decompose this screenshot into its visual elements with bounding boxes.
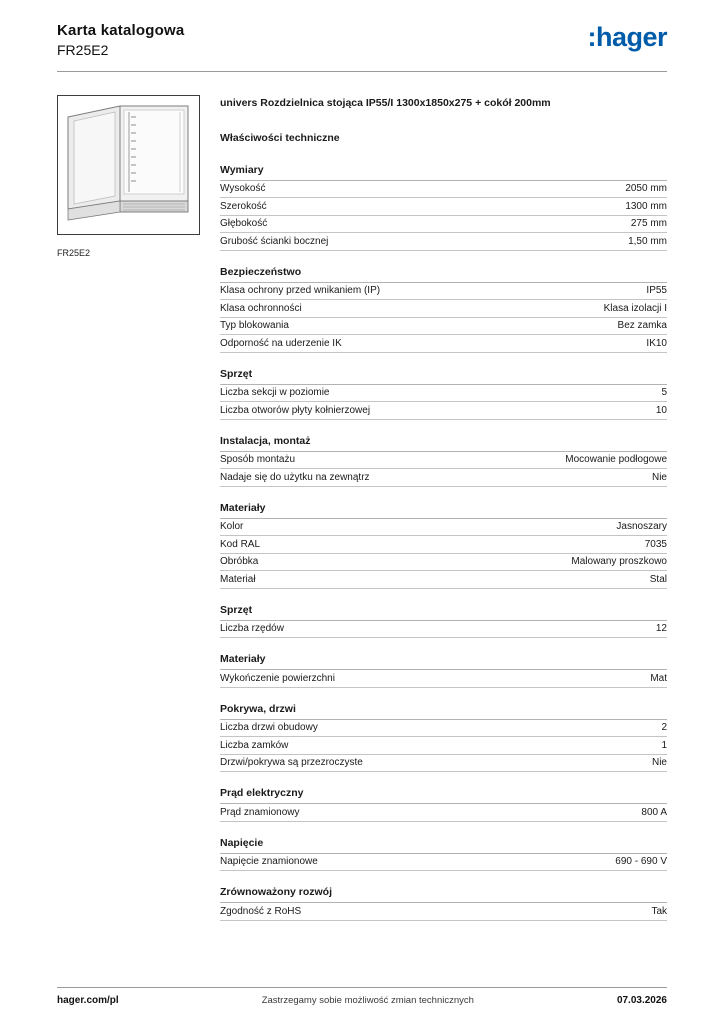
section-title: Napięcie [220, 834, 667, 854]
spec-section [220, 784, 667, 822]
spec-section [220, 834, 667, 872]
spec-value: 5 [661, 387, 667, 399]
spec-value: Klasa izolacji I [603, 302, 667, 314]
spec-row [220, 804, 667, 822]
section-title: Sprzęt [220, 365, 667, 385]
spec-row [220, 903, 667, 921]
spec-section [220, 601, 667, 639]
spec-value: Stal [649, 573, 667, 585]
spec-row [220, 554, 667, 572]
spec-label: Obróbka [220, 556, 259, 568]
spec-row [220, 402, 667, 420]
header-text-block [57, 22, 184, 58]
spec-label: Typ blokowania [220, 320, 289, 332]
spec-label: Klasa ochrony przed wnikaniem (IP) [220, 285, 381, 297]
enclosure-drawing [62, 101, 195, 229]
spec-label: Drzwi/pokrywa są przezroczyste [220, 757, 363, 769]
spec-value: Nie [651, 757, 667, 769]
section-title: Pokrywa, drzwi [220, 700, 667, 720]
spec-row [220, 469, 667, 487]
spec-row [220, 216, 667, 234]
spec-row [220, 519, 667, 537]
spec-row [220, 621, 667, 639]
spec-label: Klasa ochronności [220, 302, 302, 314]
spec-value: Nie [651, 471, 667, 483]
hager-logo: :hager [587, 22, 667, 52]
spec-label: Zgodność z RoHS [220, 905, 302, 917]
spec-value: 1 [661, 739, 667, 751]
spec-value: 800 A [641, 806, 667, 818]
spec-value: Tak [651, 905, 667, 917]
spec-label: Prąd znamionowy [220, 806, 300, 818]
section-title: Instalacja, montaż [220, 432, 667, 452]
footer-website-link[interactable]: hager.com/pl [57, 995, 119, 1006]
spec-row [220, 283, 667, 301]
section-title: Wymiary [220, 161, 667, 181]
spec-value: 7035 [644, 538, 667, 550]
spec-value: Malowany proszkowo [571, 556, 667, 568]
spec-label: Sposób montażu [220, 454, 296, 466]
spec-row [220, 198, 667, 216]
spec-label: Liczba drzwi obudowy [220, 722, 318, 734]
spec-row [220, 335, 667, 353]
page-header [57, 22, 667, 58]
spec-label: Odporność na uderzenie IK [220, 337, 342, 349]
spec-section [220, 432, 667, 487]
section-title: Sprzęt [220, 601, 667, 621]
spec-label: Nadaje się do użytku na zewnątrz [220, 471, 370, 483]
spec-label: Kod RAL [220, 538, 261, 550]
spec-row [220, 181, 667, 199]
spec-label: Materiał [220, 573, 256, 585]
spec-row [220, 452, 667, 470]
spec-value: 1,50 mm [628, 235, 667, 247]
spec-section [220, 700, 667, 773]
spec-value: IK10 [646, 337, 667, 349]
product-image [57, 95, 200, 235]
spec-value: Jasnoszary [616, 521, 667, 533]
footer-disclaimer: Zastrzegamy sobie możliwość zmian technicznych [261, 995, 474, 1006]
product-name: univers Rozdzielnica stojąca IP55/I 1300x1850x275 + cokół 200mm [220, 97, 551, 109]
spec-value: IP55 [646, 285, 667, 297]
spec-value: 12 [655, 623, 667, 635]
spec-value: 10 [655, 404, 667, 416]
spec-label: Głębokość [220, 218, 268, 230]
spec-label: Wysokość [220, 183, 266, 195]
spec-label: Wykończenie powierzchni [220, 672, 335, 684]
section-title: Materiały [220, 499, 667, 519]
spec-value: Mat [650, 672, 667, 684]
footer-date: 07.03.2026 [616, 995, 667, 1006]
spec-label: Liczba otworów płyty kołnierzowej [220, 404, 371, 416]
product-image-caption: FR25E2 [57, 248, 91, 258]
content-area [57, 95, 667, 987]
spec-value: Mocowanie podłogowe [565, 454, 667, 466]
spec-row [220, 571, 667, 589]
spec-row [220, 755, 667, 773]
spec-row [220, 854, 667, 872]
product-image-column [57, 95, 202, 987]
header-divider [57, 71, 667, 72]
section-title: Bezpieczeństwo [220, 263, 667, 283]
spec-value: 2 [661, 722, 667, 734]
spec-row [220, 318, 667, 336]
spec-label: Liczba rzędów [220, 623, 284, 635]
spec-row [220, 385, 667, 403]
spec-value: 690 - 690 V [615, 856, 667, 868]
spec-row [220, 233, 667, 251]
spec-label: Kolor [220, 521, 244, 533]
section-title: Prąd elektryczny [220, 784, 667, 804]
spec-value: 275 mm [630, 218, 667, 230]
doc-reference: FR25E2 [57, 42, 109, 58]
spec-value: Bez zamka [617, 320, 667, 332]
spec-label: Szerokość [220, 200, 267, 212]
spec-label: Napięcie znamionowe [220, 856, 318, 868]
footer-row [57, 988, 667, 1006]
specs-heading: Właściwości techniczne [220, 131, 340, 144]
spec-row [220, 536, 667, 554]
spec-row [220, 300, 667, 318]
spec-section [220, 650, 667, 688]
section-title: Zrównoważony rozwój [220, 883, 667, 903]
spec-value: 2050 mm [625, 183, 667, 195]
spec-value: 1300 mm [625, 200, 667, 212]
spec-section [220, 365, 667, 420]
section-title: Materiały [220, 650, 667, 670]
spec-row [220, 670, 667, 688]
spec-label: Liczba zamków [220, 739, 289, 751]
specs-column [220, 95, 667, 987]
spec-sections [220, 161, 667, 921]
spec-row [220, 720, 667, 738]
doc-title: Karta katalogowa [57, 22, 185, 39]
spec-row [220, 737, 667, 755]
spec-label: Liczba sekcji w poziomie [220, 387, 330, 399]
spec-section [220, 499, 667, 589]
spec-label: Grubość ścianki bocznej [220, 235, 329, 247]
spec-section [220, 883, 667, 921]
spec-section [220, 263, 667, 353]
spec-section [220, 161, 667, 251]
page-footer [57, 987, 667, 1006]
